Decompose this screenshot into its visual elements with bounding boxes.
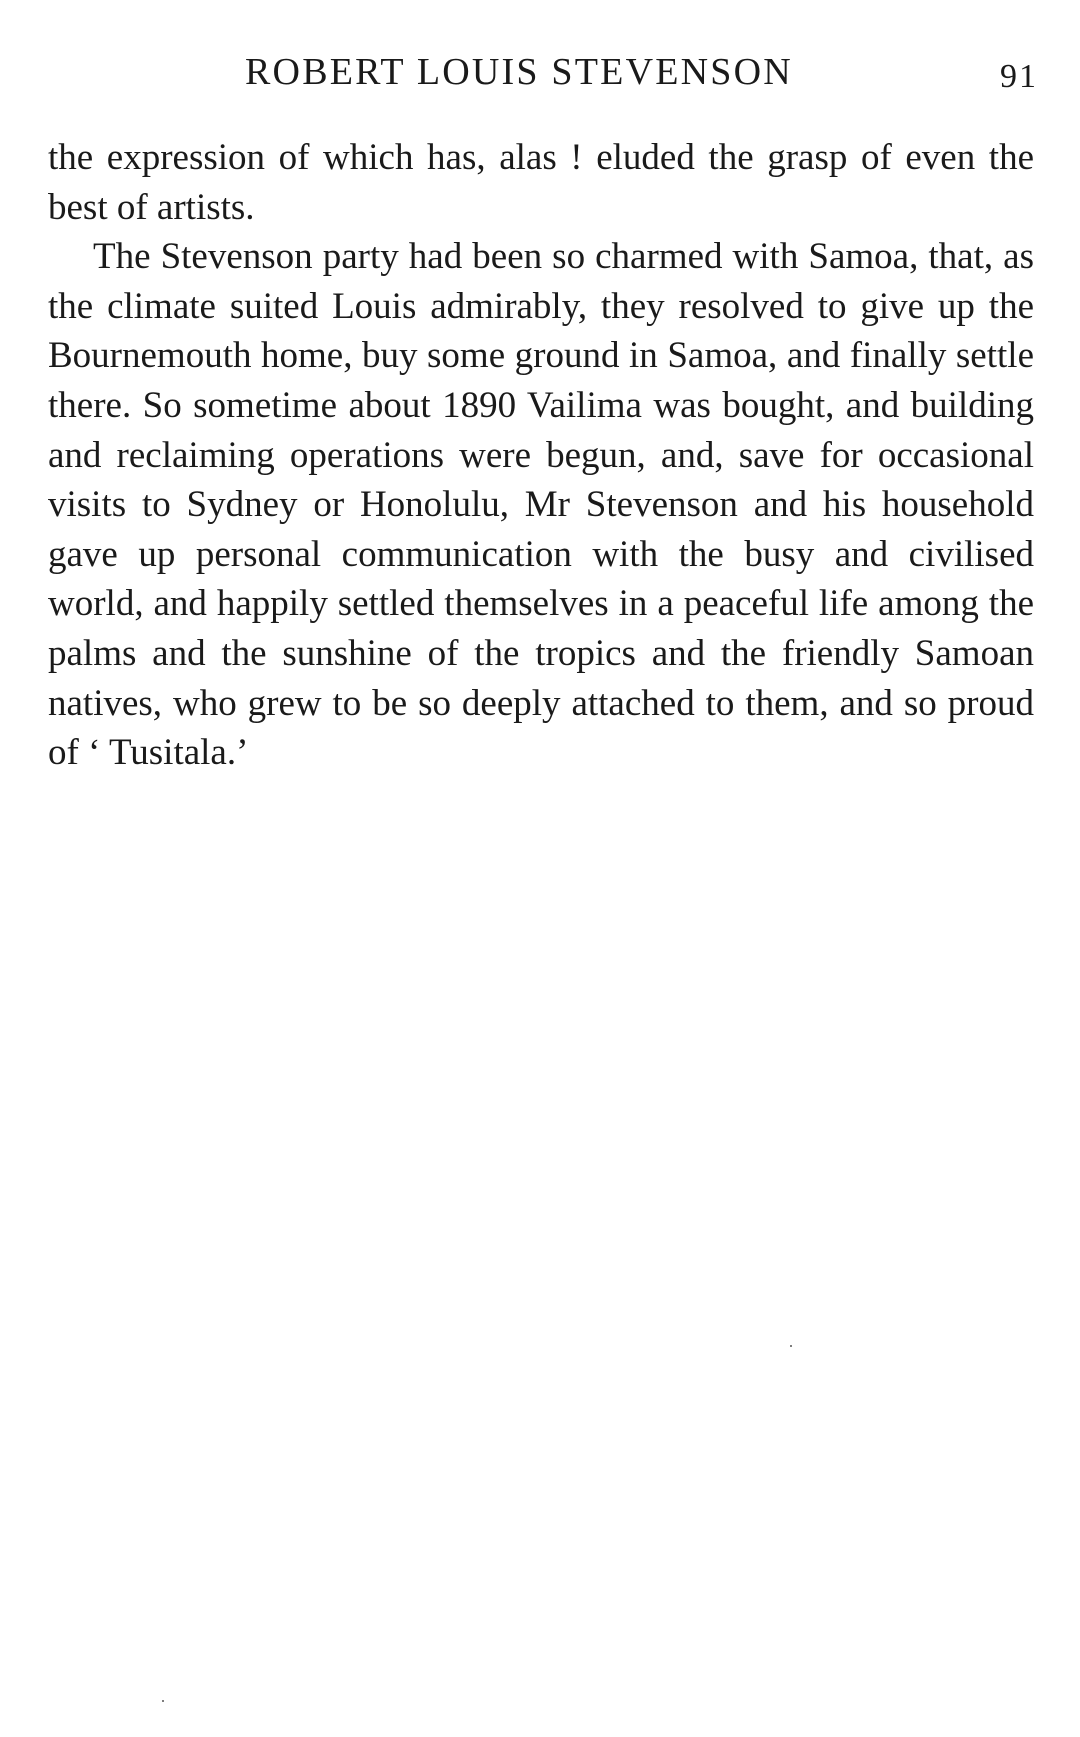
print-speck <box>162 1700 164 1702</box>
body-text <box>48 133 1034 778</box>
running-head <box>0 50 1080 100</box>
page-number: 91 <box>1000 58 1038 95</box>
print-speck <box>790 1345 792 1347</box>
paragraph-continuation: the expression of which has, alas ! eluded the grasp of even the best of artists. <box>48 137 1034 228</box>
running-title: ROBERT LOUIS STEVENSON <box>245 51 793 93</box>
paragraph-samoa-settlement: The Stevenson party had been so charmed with Samoa, that, as the climate suited Louis admirably, they resolved to give up the Bournemouth home, buy some ground in Samoa, and finally settle there. So sometime about 1890 Vailima was bought, and building and reclaiming operations were begun, and, save for occasional visits to Sydney or Honolulu, Mr Stevenson and his household gave up personal communication with the busy and civilised world, and happily settled themselves in a peaceful life among the palms and the sunshine of the tropics and the friendly Samoan natives, who grew to be so deeply attached to them, and so proud of ‘ Tusitala.’ <box>48 236 1034 774</box>
